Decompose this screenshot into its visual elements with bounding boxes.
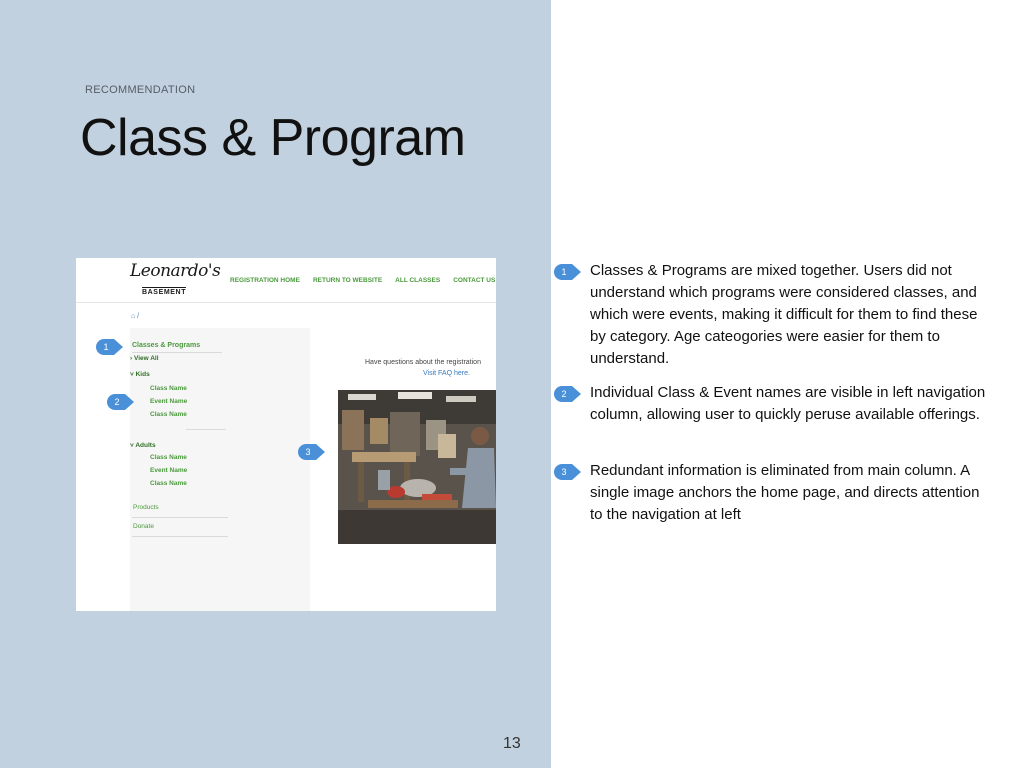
workshop-illustration xyxy=(338,390,496,544)
website-mockup xyxy=(76,258,496,611)
sidebar-kids-item[interactable]: Class Name xyxy=(150,411,187,418)
sidebar-kids[interactable]: ˅ Kids xyxy=(130,371,150,378)
marker-number: 3 xyxy=(561,467,567,477)
sidebar-divider xyxy=(186,429,226,430)
page-number: 13 xyxy=(503,735,521,752)
marker-number: 2 xyxy=(561,389,567,399)
nav-all-classes[interactable]: ALL CLASSES xyxy=(395,277,441,284)
nav-registration-home[interactable]: REGISTRATION HOME xyxy=(230,277,300,284)
marker-1 xyxy=(96,339,124,355)
marker-number: 2 xyxy=(114,397,120,407)
site-nav xyxy=(230,277,495,284)
sidebar-divider xyxy=(132,517,228,518)
sidebar-adults-item[interactable]: Class Name xyxy=(150,454,187,461)
sidebar-adults-item[interactable]: Event Name xyxy=(150,467,188,474)
sidebar xyxy=(130,328,310,611)
marker-3 xyxy=(298,444,326,460)
sidebar-kids-item[interactable]: Class Name xyxy=(150,385,187,392)
sidebar-adults[interactable]: ˅ Adults xyxy=(130,442,156,449)
slide-title: Class & Program xyxy=(80,109,466,167)
logo-sub: BASEMENT xyxy=(142,289,187,296)
breadcrumb[interactable]: ⌂ / xyxy=(131,313,140,320)
nav-return-to-website[interactable]: RETURN TO WEBSITE xyxy=(312,277,383,284)
note-marker-2 xyxy=(554,386,582,402)
nav-contact-us[interactable]: CONTACT US xyxy=(453,277,496,284)
sidebar-adults-item[interactable]: Class Name xyxy=(150,480,187,487)
marker-number: 3 xyxy=(305,447,311,457)
workshop-photo xyxy=(338,390,496,544)
faq-question: Have questions about the registration xyxy=(365,359,481,366)
faq-link[interactable]: Visit FAQ here. xyxy=(423,370,470,377)
sidebar-divider xyxy=(132,536,228,537)
note-2: Individual Class & Event names are visible in left navigation column, allowing user to quickly peruse available offerings. xyxy=(590,384,986,423)
slide-eyebrow: RECOMMENDATION xyxy=(85,84,196,96)
site-logo xyxy=(130,261,221,299)
note-marker-1 xyxy=(554,264,582,280)
sidebar-divider xyxy=(132,352,222,353)
sidebar-view-all[interactable]: › View All xyxy=(130,355,159,362)
sidebar-classes-programs[interactable]: Classes & Programs xyxy=(132,342,201,349)
header-divider xyxy=(76,302,496,303)
sidebar-donate[interactable]: Donate xyxy=(133,523,154,530)
note-3: Redundant information is eliminated from main column. A single image anchors the home page, and directs attention to the navigation at left xyxy=(590,462,980,523)
logo-script: Leonardo's xyxy=(130,261,221,281)
marker-number: 1 xyxy=(103,342,109,352)
marker-2 xyxy=(107,394,135,410)
note-1: Classes & Programs are mixed together. Users did not understand which programs were considered classes, and which were events, making it difficult for them to find these by category. Age cateogories were easier for them to understand. xyxy=(590,262,978,367)
sidebar-kids-item[interactable]: Event Name xyxy=(150,398,188,405)
marker-number: 1 xyxy=(561,267,567,277)
note-marker-3 xyxy=(554,464,582,480)
sidebar-products[interactable]: Products xyxy=(133,504,159,511)
